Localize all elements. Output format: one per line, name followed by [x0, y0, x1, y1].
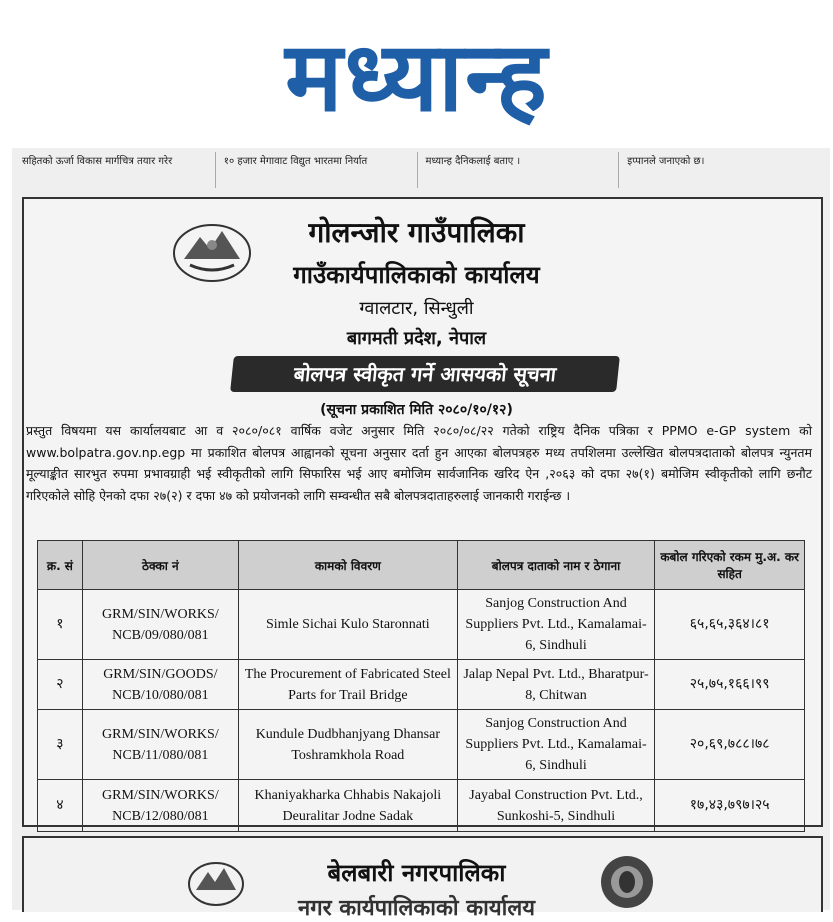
table-row: [38, 780, 805, 832]
header-amount: कबोल गरिएको रकम मु.अ. कर सहित: [655, 541, 805, 590]
row-serial: १: [38, 590, 83, 660]
row-bidder: Jayabal Construction Pvt. Ltd., Sunkoshi-5, Sindhuli: [457, 780, 655, 832]
row-serial: ४: [38, 780, 83, 832]
row-contract-no: GRM/SIN/WORKS/ NCB/11/080/081: [82, 710, 238, 780]
notice-body: प्रस्तुत विषयमा यस कार्यालयबाट आ व २०८०/०८१ वार्षिक वजेट अनुसार मिति २०८०/०८/२२ गतेको राष्ट्रिय दैनिक पत्रिका र PPMO e-GP system को www.bolpatra.gov.np.egp मा प्रकाशित बोलपत्र आह्वानको सूचना अनुसार दर्ता हुन आएका बोलपत्रहरु मध्य तपशिलमा उल्लेखित बोलपत्रदाताको बोलपत्र न्युनतम मूल्याङ्कीत सारभुत रुपमा प्रभावग्राही भई स्वीकृतीको लागि सिफारिस भई आए बमोजिम सार्वजानिक खरिद ऐन ,२०६३ को दफा २७(१) बमोजिम स्वीकृतीको लागि छनौट गरिएकोले सोहि ऐनको दफा २७(२) र दफा ४७ को प्रयोजनको लागि सम्वन्धीत सबै बोलपत्रदाताहरुलाई जानकारी गराईन्छ ।: [26, 423, 812, 503]
table-row: [38, 590, 805, 660]
table-row: [38, 710, 805, 780]
strip-column-4: इप्पानले जनाएको छ।: [627, 156, 705, 167]
table-header-row: [38, 541, 805, 590]
municipality-logo-icon: [594, 854, 660, 910]
province-name: बागमती प्रदेश, नेपाल: [346, 328, 487, 349]
row-work-description: Kundule Dudbhanjyang Dhansar Toshramkhola Road: [238, 710, 457, 780]
row-serial: २: [38, 660, 83, 710]
office-address: ग्वालटार, सिन्धुली: [359, 298, 474, 319]
row-bidder: Sanjog Construction And Suppliers Pvt. Ltd., Kamalamai-6, Sindhuli: [457, 710, 655, 780]
row-contract-no: GRM/SIN/GOODS/ NCB/10/080/081: [82, 660, 238, 710]
newspaper-masthead: [92, 6, 742, 148]
office-name: गाउँकार्यपालिकाको कार्यालय: [293, 261, 540, 289]
header-serial: क्र. सं: [38, 541, 83, 590]
second-notice-office: नगर कार्यपालिकाको कार्यालय: [298, 896, 535, 921]
row-amount: २५,७५,१६६।९९: [655, 660, 805, 710]
header-bidder: बोलपत्र दाताको नाम र ठेगाना: [457, 541, 655, 590]
municipality-name: गोलन्जोर गाउँपालिका: [308, 216, 525, 249]
publication-date: (सूचना प्रकाशित मिति २०८०/१०/१२): [320, 402, 513, 418]
notice-title-banner: बोलपत्र स्वीकृत गर्ने आसयको सूचना: [230, 356, 620, 392]
masthead-title: मध्यान्ह: [285, 21, 549, 133]
row-amount: ६५,६५,३६४।८१: [655, 590, 805, 660]
row-bidder: Jalap Nepal Pvt. Ltd., Bharatpur-8, Chitwan: [457, 660, 655, 710]
row-amount: १७,४३,७९७।२५: [655, 780, 805, 832]
second-notice-org: बेलबारी नगरपालिका: [327, 859, 506, 887]
strip-column-3: मध्यान्ह दैनिकलाई बताए ।: [418, 152, 620, 188]
row-work-description: The Procurement of Fabricated Steel Parts for Trail Bridge: [238, 660, 457, 710]
row-bidder: Sanjog Construction And Suppliers Pvt. Ltd., Kamalamai-6, Sindhuli: [457, 590, 655, 660]
header-work-description: कामको विवरण: [238, 541, 457, 590]
row-amount: २०,६९,७८८।७८: [655, 710, 805, 780]
strip-column-1: सहितको ऊर्जा विकास मार्गचित्र तयार गरेर: [14, 152, 216, 188]
row-work-description: Simle Sichai Kulo Staronnati: [238, 590, 457, 660]
table-row: [38, 660, 805, 710]
row-contract-no: GRM/SIN/WORKS/ NCB/12/080/081: [82, 780, 238, 832]
top-news-strip: [14, 152, 820, 188]
header-contract-no: ठेक्का नं: [82, 541, 238, 590]
strip-column-2: १० हजार मेगावाट विद्युत भारतमा निर्यात: [216, 152, 418, 188]
row-contract-no: GRM/SIN/WORKS/ NCB/09/080/081: [82, 590, 238, 660]
row-work-description: Khaniyakharka Chhabis Nakajoli Deuralitar Jodne Sadak: [238, 780, 457, 832]
row-serial: ३: [38, 710, 83, 780]
bid-table: [37, 540, 805, 832]
